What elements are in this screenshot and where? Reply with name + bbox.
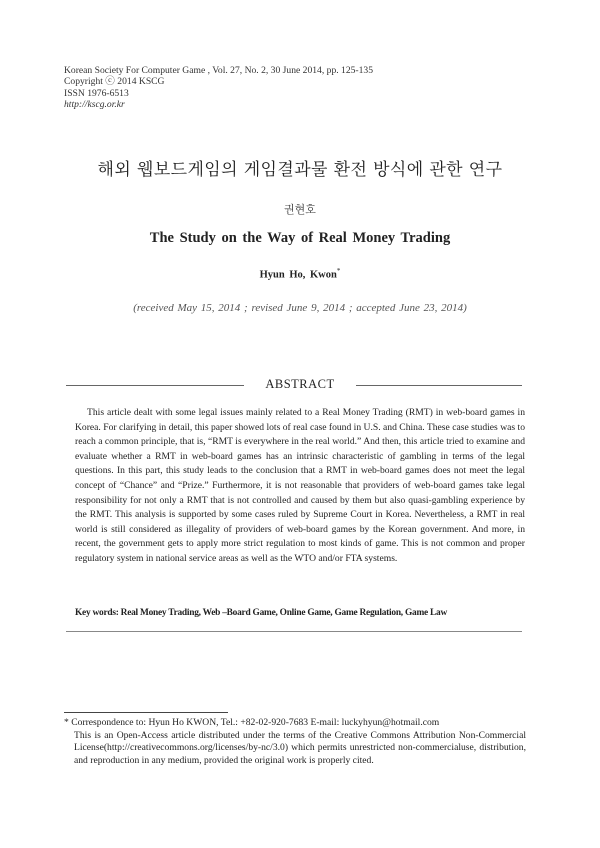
license-note: This is an Open-Access article distributed under the terms of the Creative Commons Attribution Non-Commercial License(http://creativecommons.org/licenses/by-nc/3.0) which permits unrestricted non-commercialuse, distribution, and reproduction in any medium, provided the original work is properly cited. bbox=[74, 729, 526, 766]
abstract-heading: ABSTRACT bbox=[265, 377, 335, 391]
abstract-rule-left bbox=[66, 385, 244, 386]
journal-url[interactable]: http://kscg.or.kr bbox=[64, 98, 125, 110]
issn-line: ISSN 1976-6513 bbox=[64, 87, 129, 99]
correspondence-note: * Correspondence to: Hyun Ho KWON, Tel.: +82-02-920-7683 E-mail: luckyhyun@hotmail.com bbox=[64, 717, 440, 728]
footnote-divider bbox=[64, 712, 228, 713]
author-korean: 권현호 bbox=[284, 203, 316, 216]
abstract-body bbox=[75, 406, 525, 567]
journal-header bbox=[64, 65, 373, 110]
keywords: Key words: Real Money Trading, Web –Board Game, Online Game, Game Regulation, Game Law bbox=[75, 608, 447, 618]
author-footnote-mark: * bbox=[336, 267, 341, 275]
footnote bbox=[64, 717, 526, 767]
received-dates: (received May 15, 2014 ; revised June 9, 2014 ; accepted June 23, 2014) bbox=[133, 302, 467, 314]
author-english bbox=[0, 267, 600, 281]
journal-citation: Korean Society For Computer Game , Vol. 27, No. 2, 30 June 2014, pp. 125-135 bbox=[64, 65, 374, 76]
author-name: Hyun Ho, Kwon bbox=[259, 269, 337, 281]
title-korean: 해외 웹보드게임의 게임결과물 환전 방식에 관한 연구 bbox=[97, 160, 503, 180]
abstract-paragraph: This article dealt with some legal issues mainly related to a Real Money Trading (RMT) in web-board games in Korea. For clarifying in detail, this paper showed lots of real case found in U.S. and China. These case studies was to reach a common principle, that is, “RMT is everywhere in the real world.” And then, this article tried to examine and evaluate whether a RMT in web-board games has an intrinsic characteristic of gambling in terms of the legal questions. In this part, this study leads to the conclusion that a RMT in web-board games does not meet the legal concept of “Chance” and “Prize.” Furthermore, it is not reasonable that providers of web-board games take legal responsibility for not only a RMT that is not controlled and caused by them but also quasi-gambling experience by the RMT. This analysis is supported by some cases ruled by Supreme Court in Korea. Nevertheless, a RMT in real world is still considered as illegality of providers of web-board games by the Korean government. And more, in recent, the government gets to apply more strict regulation to most kinds of game. This is not common and proper regulatory system in national service areas as well as the WTO and/or FTA systems. bbox=[75, 407, 525, 564]
title-english: The Study on the Way of Real Money Trading bbox=[149, 230, 451, 246]
keywords-divider bbox=[66, 631, 522, 632]
copyright-line: Copyright ⓒ 2014 KSCG bbox=[64, 76, 165, 88]
abstract-rule-right bbox=[356, 385, 522, 386]
